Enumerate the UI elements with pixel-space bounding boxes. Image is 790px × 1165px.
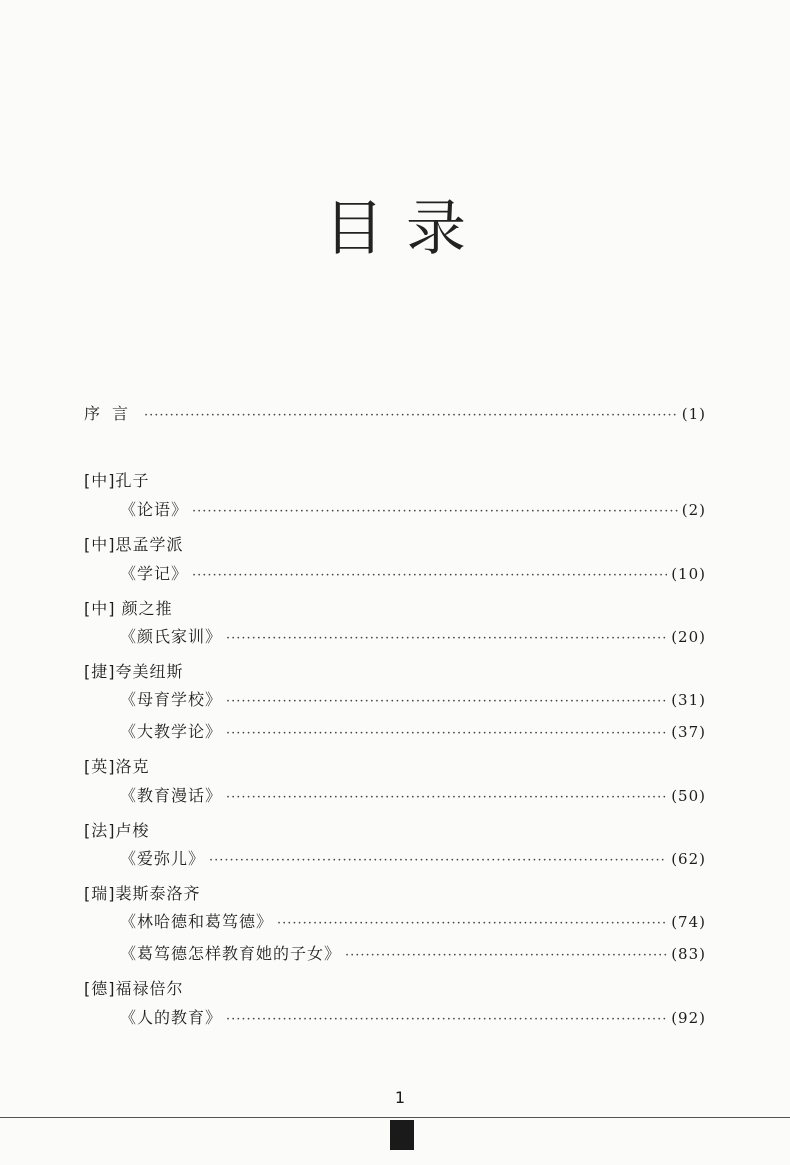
dot-leader xyxy=(226,628,667,650)
toc-entry[interactable] xyxy=(120,689,706,711)
author-heading: [中]孔子 xyxy=(84,471,150,490)
toc-page-number: (31) xyxy=(671,691,706,709)
toc-page-number: (74) xyxy=(671,913,706,931)
toc-page-number: (1) xyxy=(681,405,706,423)
author-heading: [法]卢梭 xyxy=(84,821,150,840)
toc-entry-title: 《颜氏家训》 xyxy=(120,627,223,646)
dot-leader xyxy=(345,945,667,967)
toc-page-number: (10) xyxy=(671,565,706,583)
dot-leader xyxy=(192,565,667,587)
toc-entry[interactable] xyxy=(120,1007,706,1029)
toc-page-number: (20) xyxy=(671,628,706,646)
toc-entry-title: 序言 xyxy=(84,404,141,423)
page-number: 1 xyxy=(394,1088,406,1107)
toc-entry[interactable] xyxy=(120,721,706,743)
author-heading: [瑞]裴斯泰洛齐 xyxy=(84,884,201,903)
toc-page-number: (83) xyxy=(671,945,706,963)
toc-entry-title: 《母育学校》 xyxy=(120,690,223,709)
dot-leader xyxy=(226,1009,667,1031)
dot-leader xyxy=(226,691,667,713)
dot-leader xyxy=(144,405,678,427)
toc-entry-title: 《大教学论》 xyxy=(120,722,223,741)
toc-entry-title: 《葛笃德怎样教育她的子女》 xyxy=(120,944,342,963)
toc-entry[interactable] xyxy=(120,911,706,933)
toc-entry[interactable] xyxy=(120,499,706,521)
toc-entry-preface[interactable] xyxy=(84,403,706,425)
toc-entry[interactable] xyxy=(120,943,706,965)
page-title: 目录 xyxy=(324,194,488,264)
author-heading: [中]思孟学派 xyxy=(84,535,184,554)
dot-leader xyxy=(209,850,667,872)
toc-page-number: (62) xyxy=(671,850,706,868)
toc-entry-title: 《爱弥儿》 xyxy=(120,849,206,868)
toc-entry-title: 《人的教育》 xyxy=(120,1008,223,1027)
author-heading: [捷]夸美纽斯 xyxy=(84,662,184,681)
author-heading: [德]福禄倍尔 xyxy=(84,979,184,998)
toc-entry[interactable] xyxy=(120,626,706,648)
toc-page-number: (37) xyxy=(671,723,706,741)
author-heading: [英]洛克 xyxy=(84,757,150,776)
toc-entry[interactable] xyxy=(120,563,706,585)
author-heading: [中] 颜之推 xyxy=(84,599,173,618)
toc-entry-title: 《林哈德和葛笃德》 xyxy=(120,912,274,931)
toc-entry-title: 《论语》 xyxy=(120,500,189,519)
toc-page-number: (50) xyxy=(671,787,706,805)
dot-leader xyxy=(192,501,678,523)
toc-page-number: (2) xyxy=(681,501,706,519)
toc-entry-title: 《教育漫话》 xyxy=(120,786,223,805)
dot-leader xyxy=(226,787,667,809)
page-tab-marker xyxy=(390,1120,414,1150)
toc-page-number: (92) xyxy=(671,1009,706,1027)
toc-entry[interactable] xyxy=(120,785,706,807)
toc-entry[interactable] xyxy=(120,848,706,870)
toc-entry-title: 《学记》 xyxy=(120,564,189,583)
dot-leader xyxy=(277,913,667,935)
footer-rule xyxy=(0,1117,790,1118)
dot-leader xyxy=(226,723,667,745)
